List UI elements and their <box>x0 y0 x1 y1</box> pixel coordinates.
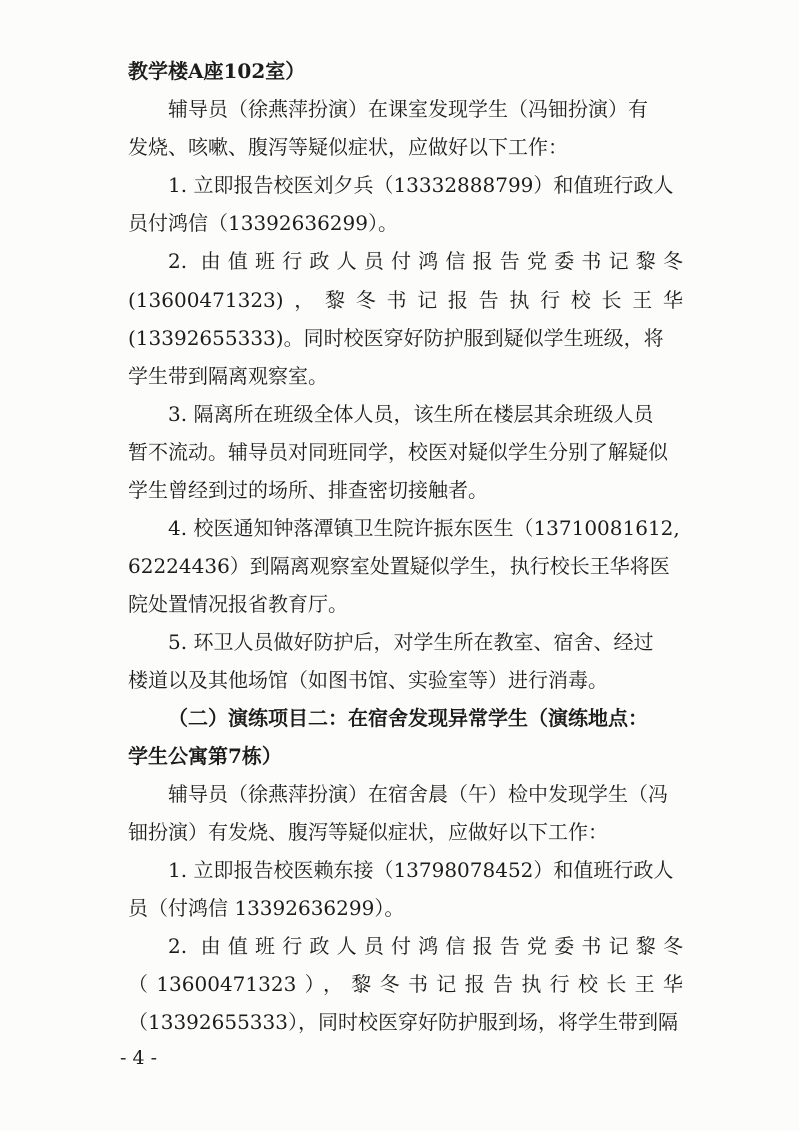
text-line-3: 发烧、咳嗽、腹泻等疑似症状，应做好以下工作： <box>128 135 568 159</box>
page-number: - 4 - <box>120 1047 158 1069</box>
text-line-21: 钿扮演）有发烧、腹泻等疑似症状，应做好以下工作： <box>128 820 608 844</box>
text-line-4: 1. 立即报告校医刘夕兵（13332888799）和值班行政人 <box>168 173 674 197</box>
text-line-6: 2. 由值班行政人员付鸿信报告党委书记黎冬 <box>168 249 683 273</box>
text-line-24: 2. 由值班行政人员付鸿信报告党委书记黎冬 <box>168 934 683 958</box>
text-line-5: 员付鸿信（13392636299）。 <box>128 211 398 235</box>
text-line-12: 学生曾经到过的场所、排查密切接触者。 <box>128 478 488 502</box>
text-line-17: 楼道以及其他场馆（如图书馆、实验室等）进行消毒。 <box>128 668 608 692</box>
text-line-10: 3. 隔离所在班级全体人员，该生所在楼层其余班级人员 <box>168 402 654 426</box>
text-line-15: 院处置情况报省教育厅。 <box>128 592 348 616</box>
text-line-25: （13600471323），黎冬书记报告执行校长王华 <box>128 972 683 996</box>
text-line-13: 4. 校医通知钟落潭镇卫生院许振东医生（13710081612, <box>168 516 680 540</box>
text-line-1: 教学楼A座102室） <box>128 59 306 83</box>
text-line-22: 1. 立即报告校医赖东接（13798078452）和值班行政人 <box>168 858 674 882</box>
text-line-9: 学生带到隔离观察室。 <box>128 364 328 388</box>
text-line-26: （13392655333），同时校医穿好防护服到场，将学生带到隔 <box>128 1010 678 1034</box>
text-line-23: 员（付鸿信 13392636299）。 <box>128 896 405 920</box>
text-line-16: 5. 环卫人员做好防护后，对学生所在教室、宿舍、经过 <box>168 630 654 654</box>
text-line-20: 辅导员（徐燕萍扮演）在宿舍晨（午）检中发现学生（冯 <box>168 782 668 806</box>
text-line-14: 62224436）到隔离观察室处置疑似学生，执行校长王华将医 <box>128 554 670 578</box>
section-heading-2: （二）演练项目二：在宿舍发现异常学生（演练地点： <box>168 706 648 730</box>
text-line-7: (13600471323)，黎冬书记报告执行校长王华 <box>128 288 683 312</box>
section-heading-2-cont: 学生公寓第7栋） <box>128 744 282 768</box>
text-line-8: (13392655333)。同时校医穿好防护服到疑似学生班级，将 <box>128 326 664 350</box>
text-line-11: 暂不流动。辅导员对同班同学，校医对疑似学生分别了解疑似 <box>128 440 668 464</box>
text-line-2: 辅导员（徐燕萍扮演）在课室发现学生（冯钿扮演）有 <box>168 97 648 121</box>
